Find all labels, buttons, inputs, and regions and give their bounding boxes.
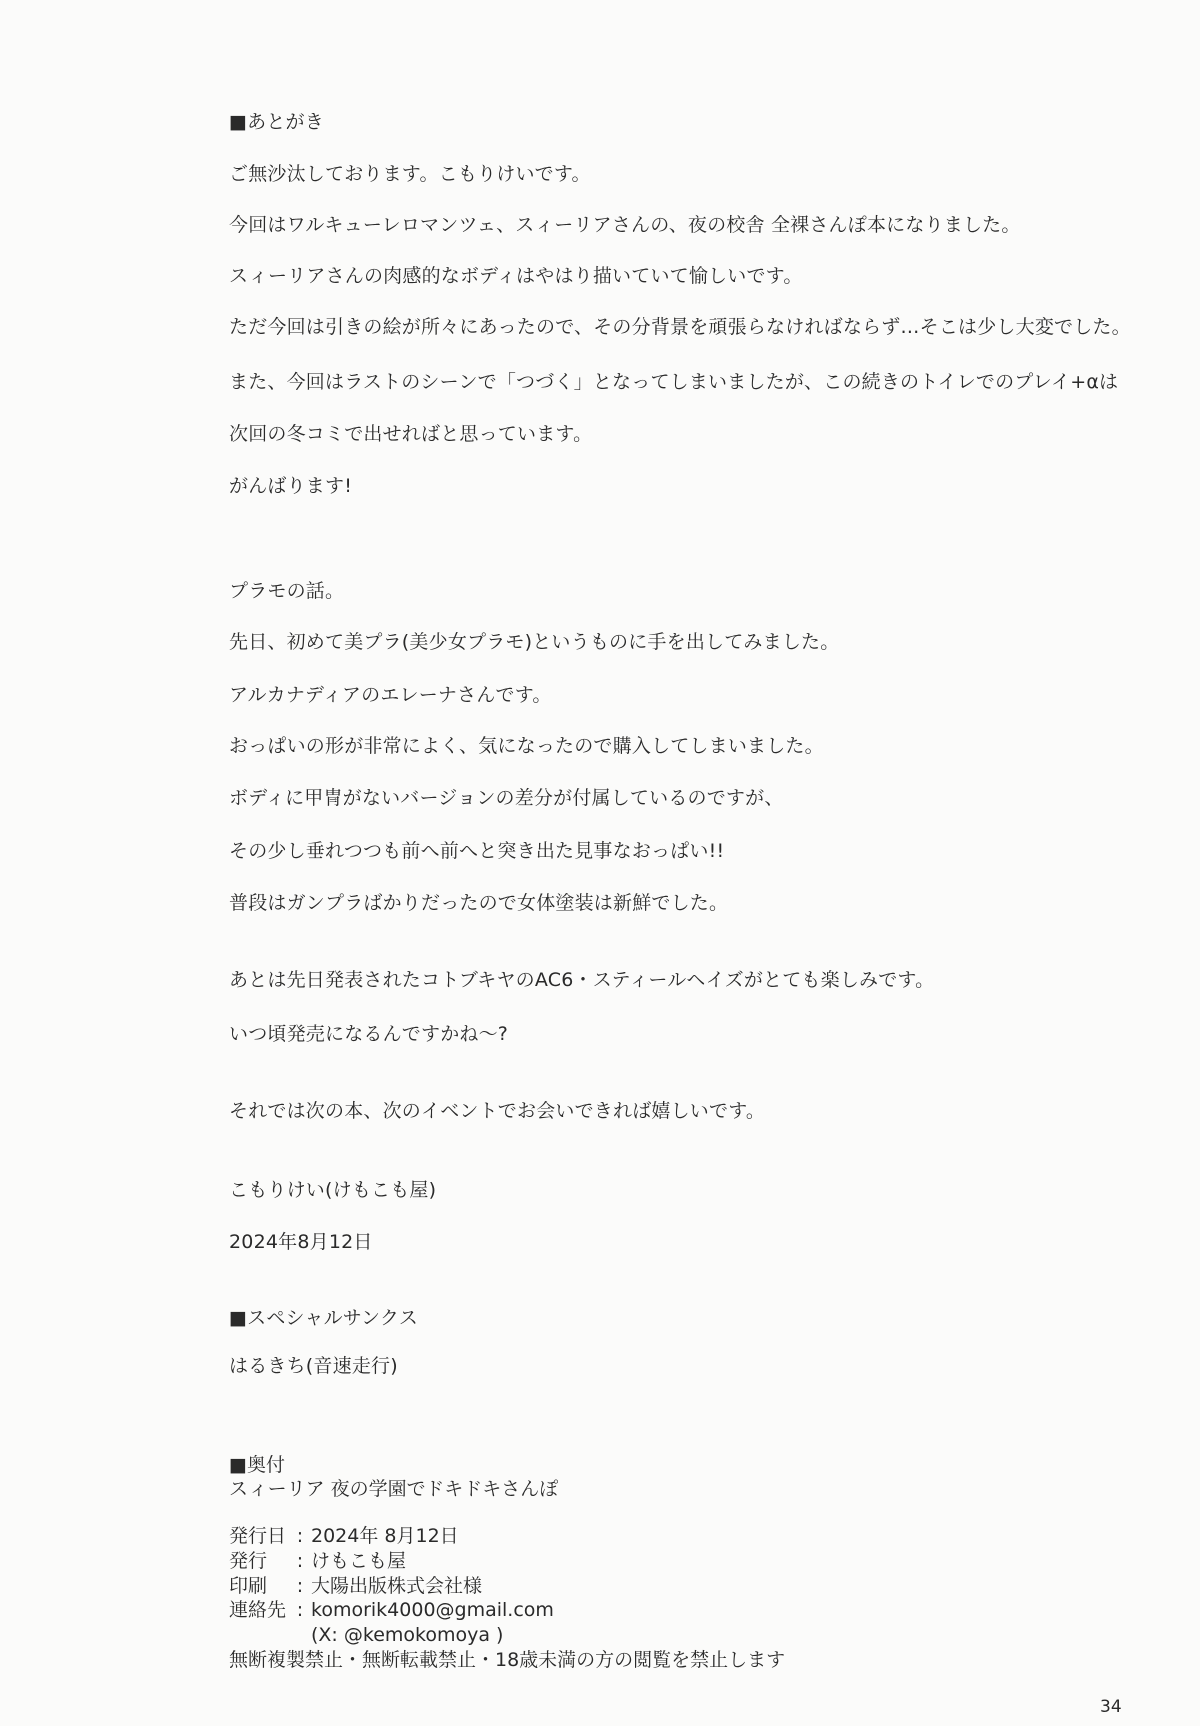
colophon-label: 発行日 xyxy=(229,1525,287,1547)
colophon-separator: : xyxy=(296,1550,304,1572)
colophon-book-title: スィーリア 夜の学園でドキドキさんぽ xyxy=(229,1478,559,1500)
afterword-date: 2024年8月12日 xyxy=(229,1231,373,1253)
copyright-notice: 無断複製禁止・無断転載禁止・18歳未満の方の閲覧を禁止します xyxy=(229,1649,786,1671)
afterword-signature: こもりけい(けもこも屋) xyxy=(229,1179,437,1201)
afterword-paragraph: アルカナディアのエレーナさんです。 xyxy=(229,684,552,706)
afterword-paragraph: 次回の冬コミで出せればと思っています。 xyxy=(229,423,593,445)
afterword-paragraph: 今回はワルキューレロマンツェ、スィーリアさんの、夜の校舎 全裸さんぽ本になりました。 xyxy=(229,214,1021,236)
contact-x-account: (X: @kemokomoya ) xyxy=(311,1624,504,1646)
afterword-paragraph: ボディに甲冑がないバージョンの差分が付属しているのですが、 xyxy=(229,787,784,809)
page-number: 34 xyxy=(1100,1697,1122,1717)
afterword-paragraph: また、今回はラストのシーンで「つづく」となってしまいましたが、この続きのトイレでのプレイ+αは xyxy=(229,371,1119,393)
afterword-paragraph: ご無沙汰しております。こもりけいです。 xyxy=(229,163,591,185)
afterword-paragraph: 先日、初めて美プラ(美少女プラモ)というものに手を出してみました。 xyxy=(229,631,840,653)
colophon-heading: ■奥付 xyxy=(229,1454,285,1476)
colophon-separator: : xyxy=(296,1575,304,1597)
special-thanks-heading: ■スペシャルサンクス xyxy=(229,1307,419,1329)
afterword-paragraph: 普段はガンプラばかりだったので女体塗装は新鮮でした。 xyxy=(229,892,729,914)
colophon-label: 連絡先 xyxy=(229,1599,287,1621)
colophon-separator: : xyxy=(296,1525,304,1547)
colophon-label: 印刷 xyxy=(229,1575,268,1597)
colophon-row-printer xyxy=(229,1575,482,1597)
afterword-paragraph: いつ頃発売になるんですかね～? xyxy=(229,1023,509,1045)
afterword-paragraph: ただ今回は引きの絵が所々にあったので、その分背景を頑張らなければならず…そこは少し大変でした。 xyxy=(229,316,1131,338)
colophon-row-contact xyxy=(229,1599,554,1621)
afterword-paragraph: その少し垂れつつも前へ前へと突き出た見事なおっぱい!! xyxy=(229,840,725,862)
afterword-heading: ■あとがき xyxy=(229,111,324,133)
afterword-paragraph: それでは次の本、次のイベントでお会いできれば嬉しいです。 xyxy=(229,1100,766,1122)
colophon-row-publisher xyxy=(229,1550,406,1572)
afterword-paragraph: おっぱいの形が非常によく、気になったので購入してしまいました。 xyxy=(229,735,824,757)
special-thanks-name: はるきち(音速走行) xyxy=(229,1355,398,1377)
contact-email: komorik4000@gmail.com xyxy=(311,1599,554,1621)
colophon-value: けもこも屋 xyxy=(311,1550,407,1572)
afterword-paragraph: プラモの話。 xyxy=(229,580,345,602)
colophon-row-publish-date xyxy=(229,1525,459,1547)
colophon-value: 大陽出版株式会社様 xyxy=(311,1575,483,1597)
afterword-paragraph: スィーリアさんの肉感的なボディはやはり描いていて愉しいです。 xyxy=(229,265,803,287)
colophon-separator: : xyxy=(296,1599,304,1621)
afterword-paragraph: あとは先日発表されたコトブキヤのAC6・スティールヘイズがとても楽しみです。 xyxy=(229,969,935,991)
afterword-paragraph: がんばります! xyxy=(229,475,353,497)
colophon-value: 2024年 8月12日 xyxy=(311,1525,459,1547)
colophon-label: 発行 xyxy=(229,1550,268,1572)
